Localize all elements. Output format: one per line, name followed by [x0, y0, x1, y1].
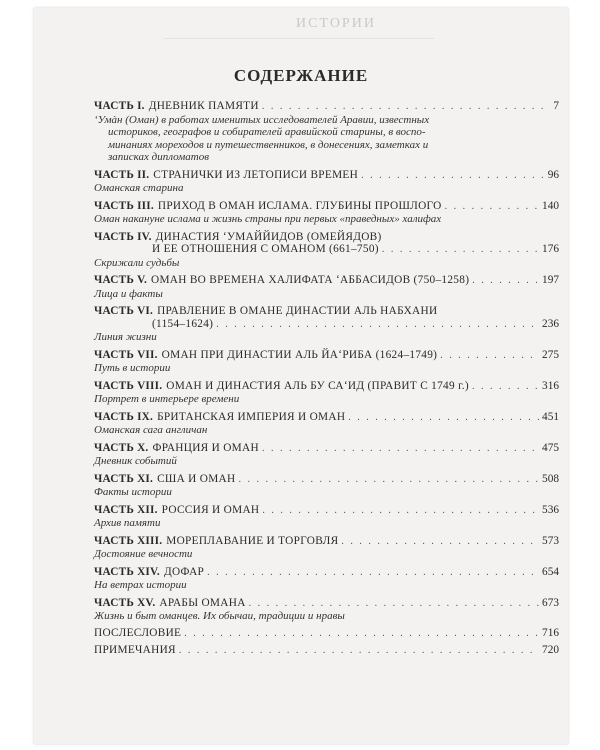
- toc-page-number: 451: [542, 410, 559, 423]
- toc-title: ОМАН И ДИНАСТИЯ АЛЬ БУ СА‘ИД (ПРАВИТ С 1749 г.): [166, 379, 469, 392]
- toc-entry-line: [94, 100, 559, 114]
- toc-page-number: 508: [542, 472, 559, 485]
- toc-part-number: ЧАСТЬ XV.: [94, 596, 156, 609]
- toc-entry[interactable]: [94, 627, 559, 641]
- toc-entry-line: [94, 566, 559, 580]
- toc-title: АРАБЫ ОМАНА: [159, 596, 246, 609]
- toc-title: СТРАНИЧКИ ИЗ ЛЕТОПИСИ ВРЕМЕН: [153, 168, 359, 181]
- toc-part-number: ЧАСТЬ IX.: [94, 410, 154, 423]
- toc-title: ПОСЛЕСЛОВИЕ: [94, 626, 182, 639]
- toc-subtitle: Архив памяти: [94, 517, 161, 529]
- toc-entry[interactable]: [94, 231, 559, 270]
- toc-entry-line: [94, 243, 559, 257]
- dot-leader: [179, 645, 539, 658]
- toc-subtitle: Скрижали судьбы: [94, 256, 180, 269]
- toc-title: ПРИМЕЧАНИЯ: [94, 644, 176, 656]
- toc-subtitle: На ветрах истории: [94, 579, 187, 591]
- toc-subtitle: историков, географов и собирателей аравийской старины, в воспо-: [108, 126, 426, 138]
- toc-entry[interactable]: [94, 100, 559, 164]
- toc-entry-line: [94, 442, 559, 456]
- toc-entry-line: [94, 231, 559, 244]
- toc-part-number: ЧАСТЬ XIV.: [94, 565, 160, 578]
- toc-page-number: 720: [542, 644, 559, 656]
- toc-entry[interactable]: [94, 644, 559, 658]
- dot-leader: [262, 443, 539, 456]
- toc-entry-line: [94, 274, 559, 288]
- toc-part-number: ЧАСТЬ XIII.: [94, 534, 163, 547]
- toc-entry[interactable]: [94, 349, 559, 375]
- toc-title: ПРАВЛЕНИЕ В ОМАНЕ ДИНАСТИИ АЛЬ НАБХАНИ: [157, 305, 438, 317]
- toc-page-number: 673: [542, 596, 559, 609]
- toc-entry[interactable]: [94, 597, 559, 623]
- toc-page-number: 475: [542, 441, 559, 454]
- toc-entry-line: [94, 535, 559, 549]
- toc-subtitle: ‘Умàн (Оман) в работах именитых исследователей Аравии, известных: [94, 113, 430, 126]
- dot-leader: [249, 598, 539, 611]
- toc-part-number: ЧАСТЬ VIII.: [94, 379, 163, 392]
- toc-title: США И ОМАН: [157, 472, 236, 485]
- toc-subtitle: Дневник событий: [94, 455, 177, 467]
- toc-entry-line: [94, 627, 559, 641]
- toc-title: МОРЕПЛАВАНИЕ И ТОРГОВЛЯ: [166, 534, 339, 547]
- toc-subtitle: Портрет в интерьере времени: [94, 393, 240, 405]
- toc-page-number: 536: [542, 503, 559, 516]
- toc-title: (1154–1624): [152, 317, 214, 330]
- book-page: [34, 8, 568, 744]
- toc-page-number: 176: [542, 243, 559, 255]
- toc-entry[interactable]: [94, 274, 559, 300]
- toc-title: ДНЕВНИК ПАМЯТИ: [148, 100, 259, 112]
- dot-leader: [216, 319, 539, 332]
- toc-title: ОМАН ПРИ ДИНАСТИИ АЛЬ ЙА‘РИБА (1624–1749): [161, 348, 438, 361]
- toc-subtitle: Оман накануне ислама и жизнь страны при первых «праведных» халифах: [94, 213, 442, 225]
- dot-leader: [472, 275, 539, 288]
- table-of-contents: [94, 100, 559, 658]
- toc-page-number: 654: [542, 565, 559, 578]
- toc-entry[interactable]: [94, 442, 559, 468]
- dot-leader: [238, 474, 539, 487]
- toc-part-number: ЧАСТЬ XI.: [94, 472, 154, 485]
- toc-part-number: ЧАСТЬ X.: [94, 441, 149, 454]
- toc-entry-line: [94, 318, 559, 332]
- toc-entry-line: [94, 504, 559, 518]
- toc-entry-line: [94, 349, 559, 363]
- toc-part-number: ЧАСТЬ IV.: [94, 230, 152, 243]
- toc-part-number: ЧАСТЬ XII.: [94, 503, 158, 516]
- ghost-rule: [164, 38, 434, 39]
- toc-title: И ЕЕ ОТНОШЕНИЯ С ОМАНОМ (661–750): [152, 243, 379, 255]
- toc-entry[interactable]: [94, 473, 559, 499]
- toc-subtitle: Жизнь и быт оманцев. Их обычаи, традиции и нравы: [94, 610, 345, 622]
- toc-page-number: 7: [553, 100, 559, 112]
- toc-part-number: ЧАСТЬ II.: [94, 168, 150, 181]
- toc-entry-line: [94, 411, 559, 425]
- toc-page-number: 275: [542, 348, 559, 361]
- toc-entry-line: [94, 473, 559, 487]
- toc-entry-line: [94, 200, 559, 214]
- toc-subtitle: Путь в истории: [94, 362, 171, 374]
- toc-part-number: ЧАСТЬ I.: [94, 100, 145, 112]
- toc-title: ФРАНЦИЯ И ОМАН: [152, 441, 259, 454]
- dot-leader: [341, 536, 539, 549]
- toc-entry[interactable]: [94, 305, 559, 344]
- dot-leader: [445, 201, 539, 214]
- toc-subtitle: записках дипломатов: [108, 151, 209, 163]
- toc-page-number: 96: [547, 168, 559, 181]
- toc-entry-line: [94, 305, 559, 318]
- toc-entry-line: [94, 380, 559, 394]
- dot-leader: [262, 101, 551, 114]
- toc-entry-line: [94, 597, 559, 611]
- toc-page-number: 316: [542, 379, 559, 392]
- toc-entry[interactable]: [94, 169, 559, 195]
- toc-entry[interactable]: [94, 566, 559, 592]
- toc-part-number: ЧАСТЬ V.: [94, 274, 147, 286]
- dot-leader: [361, 170, 545, 183]
- toc-entry[interactable]: [94, 200, 559, 226]
- toc-entry[interactable]: [94, 380, 559, 406]
- toc-title: ОМАН ВО ВРЕМЕНА ХАЛИФАТА ‘АББАСИДОВ (750–1258): [151, 274, 470, 286]
- toc-subtitle: минаниях мореходов и путешественников, в донесениях, заметках и: [108, 138, 429, 151]
- toc-subtitle: Оманская старина: [94, 182, 184, 194]
- toc-entry[interactable]: [94, 535, 559, 561]
- dot-leader: [348, 412, 539, 425]
- toc-page-number: 140: [542, 199, 559, 212]
- toc-part-number: ЧАСТЬ VII.: [94, 348, 158, 361]
- toc-page-number: 573: [542, 534, 559, 547]
- toc-entry-line: [94, 169, 559, 183]
- ghost-header: ИСТОРИИ: [296, 16, 376, 31]
- page-title: СОДЕРЖАНИЕ: [233, 66, 369, 85]
- toc-page-number: 236: [542, 317, 559, 330]
- toc-page-number: 716: [542, 626, 559, 639]
- toc-title: ДИНАСТИЯ ‘УМАЙЙИДОВ (ОМЕЙЯДОВ): [155, 230, 382, 243]
- toc-title: РОССИЯ И ОМАН: [161, 503, 260, 516]
- dot-leader: [207, 567, 539, 580]
- toc-subtitle: Достояние вечности: [94, 548, 193, 560]
- toc-entry-line: [94, 644, 559, 658]
- toc-title: ДОФАР: [163, 565, 205, 578]
- toc-part-number: ЧАСТЬ III.: [94, 199, 154, 212]
- toc-subtitle: Оманская сага англичан: [94, 424, 208, 436]
- dot-leader: [184, 628, 539, 641]
- toc-entry[interactable]: [94, 411, 559, 437]
- dot-leader: [440, 350, 539, 363]
- toc-subtitle: Лица и факты: [94, 287, 163, 300]
- dot-leader: [262, 505, 539, 518]
- toc-title: ПРИХОД В ОМАН ИСЛАМА. ГЛУБИНЫ ПРОШЛОГО: [157, 199, 442, 212]
- toc-subtitle: Линия жизни: [94, 331, 157, 343]
- toc-page-number: 197: [542, 274, 559, 286]
- toc-entry[interactable]: [94, 504, 559, 530]
- dot-leader: [382, 244, 539, 257]
- toc-title: БРИТАНСКАЯ ИМПЕРИЯ И ОМАН: [157, 410, 346, 423]
- toc-subtitle: Факты истории: [94, 486, 172, 498]
- dot-leader: [472, 381, 539, 394]
- toc-part-number: ЧАСТЬ VI.: [94, 305, 154, 317]
